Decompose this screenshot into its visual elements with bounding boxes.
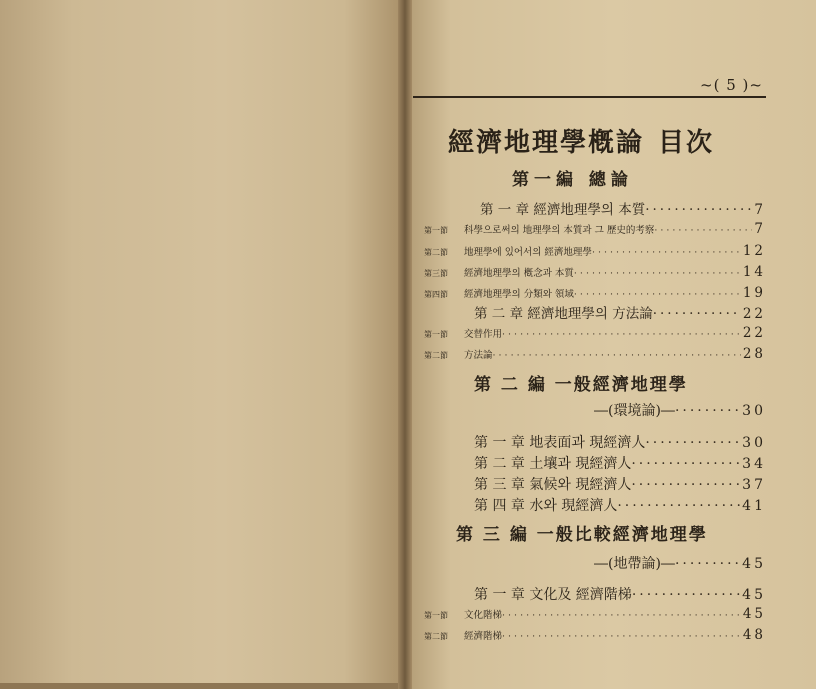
toc-label: 經濟地理學의 槪念과 本質 [464,268,574,279]
section-number: 第一節 [424,226,448,235]
page-title [448,122,768,159]
toc-page: 7 [754,221,766,237]
leader-dots [502,329,741,340]
toc-label: 交替作用 [464,329,503,340]
leader-dots [645,202,752,218]
toc-chapter[interactable] [474,453,766,473]
toc-section[interactable] [424,221,766,237]
toc-page: 30 [742,435,766,451]
left-page-blank [0,0,405,689]
toc-page: 30 [742,403,766,419]
toc-page: 22 [742,325,766,341]
toc-page: 37 [742,477,766,493]
leader-dots [592,247,741,258]
toc-chapter[interactable] [474,302,766,322]
leader-dots [574,268,741,279]
toc-page: 19 [742,285,766,301]
toc-chapter[interactable] [474,432,766,452]
toc-label: 文化階梯 [464,610,503,621]
toc-section[interactable] [424,325,766,341]
part1-heading: 第一編 總論 [512,170,633,190]
book-gutter [398,0,412,689]
section-number: 第二節 [424,351,448,360]
toc-label: 第 一 章 經濟地理學의 本質 [480,202,646,218]
section-number: 第一節 [424,330,448,339]
toc-label: 第 一 章 文化及 經濟階梯 [474,587,632,603]
toc-chapter[interactable] [474,495,766,515]
section-number: 第二節 [424,248,448,257]
toc-label: 第 一 章 地表面과 現經濟人 [474,435,646,451]
header-rule [413,96,766,98]
title-main: 經濟地理學槪論 [448,128,645,158]
toc-label: 第 二 章 土壤과 現經濟人 [474,456,632,472]
toc-label: 方法論 [464,350,493,361]
section-number: 第一節 [424,611,448,620]
leader-dots [493,350,741,361]
toc-chapter[interactable] [474,584,766,604]
leader-dots [502,631,741,642]
part2-heading: 第 二 編 一般經濟地理學 [474,375,688,395]
toc-page: 34 [742,456,766,472]
toc-section[interactable] [424,243,766,259]
toc-section[interactable] [424,627,766,643]
leader-dots [632,587,740,603]
toc-section[interactable] [424,606,766,622]
section-number: 第三節 [424,269,448,278]
toc-label: 第 三 章 氣候와 現經濟人 [474,477,632,493]
toc-section[interactable] [424,346,766,362]
leader-dots [675,403,740,419]
toc-page: 22 [742,306,766,322]
leader-dots [631,477,740,493]
leader-dots [675,556,740,572]
toc-label: ―(環境論)― [594,403,675,419]
toc-chapter[interactable] [474,474,766,494]
toc-label: 經濟地理學의 分類와 領域 [464,289,574,300]
page-edge [0,683,405,689]
leader-dots [653,306,741,322]
toc-section[interactable] [424,285,766,301]
toc-label: 經濟階梯 [464,631,503,642]
toc-label: 第 四 章 水와 現經濟人 [474,498,618,514]
page-number: ~( 5 )~ [700,76,763,94]
leader-dots [617,498,740,514]
toc-page: 12 [742,243,766,259]
leader-dots [502,610,741,621]
leader-dots [574,289,741,300]
toc-page: 28 [742,346,766,362]
section-number: 第四節 [424,290,448,299]
section-number: 第二節 [424,632,448,641]
toc-page: 45 [742,606,766,622]
title-suffix: 目次 [658,128,715,158]
part3-subtitle[interactable] [594,553,766,573]
part2-subtitle[interactable] [594,400,766,420]
toc-label: 第 二 章 經濟地理學의 方法論 [474,306,653,322]
toc-page: 48 [742,627,766,643]
part3-heading: 第 三 編 一般比較經濟地理學 [456,525,708,545]
toc-label: 地理學에 있어서의 經濟地理學 [464,247,592,258]
toc-chapter[interactable] [480,198,766,218]
leader-dots [631,456,740,472]
leader-dots [654,225,752,236]
toc-label: 科學으로써의 地理學의 本質과 그 歷史的考察 [464,225,655,236]
toc-page: 45 [742,587,766,603]
toc-page: 7 [754,202,766,218]
toc-section[interactable] [424,264,766,280]
toc-label: ―(地帶論)― [594,556,675,572]
toc-page: 45 [742,556,766,572]
toc-page: 41 [742,498,766,514]
leader-dots [645,435,740,451]
toc-page: 14 [742,264,766,280]
